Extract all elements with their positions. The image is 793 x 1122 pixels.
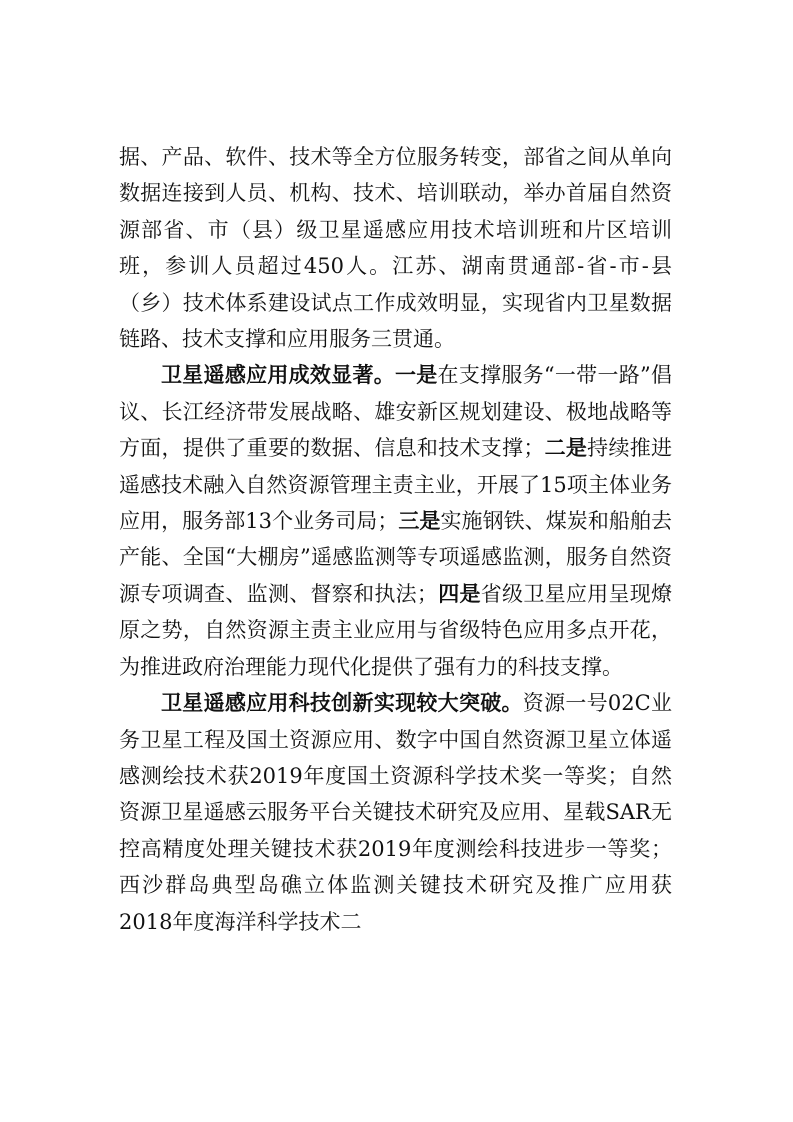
paragraph-text: 资源一号02C业务卫星工程及国土资源应用、数字中国自然资源卫星立体遥感测绘技术获2019年度国土资源科学技术奖一等奖；自然资源卫星遥感云服务平台关键技术研究及应用、星载SAR无控高精度处理关键技术获2019年度测绘科技进步一等奖；西沙群岛典型岛礁立体监测关键技术研究及推广应用获2018年度海洋科学技术二 <box>119 691 672 934</box>
paragraph-heading: 卫星遥感应用科技创新实现较大突破。 <box>161 690 523 716</box>
paragraph-text: 据、产品、软件、技术等全方位服务转变，部省之间从单向数据连接到人员、机构、技术、培训联动，举办首届自然资源部省、市（县）级卫星遥感应用技术培训班和片区培训班，参训人员超过450人。江苏、湖南贯通部-省-市-县（乡）技术体系建设试点工作成效明显，实现省内卫星数据链路、技术支撑和应用服务三贯通。 <box>119 145 672 352</box>
document-body <box>119 139 672 940</box>
paragraph-continuation <box>119 139 672 357</box>
point-one-text: 在支撑服务“一带一路”倡议、长江经济带发展战略、雄安新区规划建设、极地战略等方面，提供了重要的数据、信息和技术支撑； <box>119 363 673 461</box>
point-two-label: 二是 <box>544 435 588 461</box>
point-four-label: 四是 <box>437 580 481 606</box>
paragraph-innovation <box>119 685 672 940</box>
paragraph-application-results <box>119 357 672 685</box>
point-one-label: 一是 <box>395 362 438 388</box>
point-three-label: 三是 <box>398 508 441 534</box>
point-four-text: 省级卫星应用呈现燎原之势，自然资源主责主业应用与省级特色应用多点开花，为推进政府治理能力现代化提供了强有力的科技支撑。 <box>119 581 673 679</box>
paragraph-heading: 卫星遥感应用成效显著。 <box>161 362 395 388</box>
point-two-text: 持续推进遥感技术融入自然资源管理主责主业，开展了15项主体业务应用，服务部13个业务司局； <box>119 436 673 534</box>
point-three-text: 实施钢铁、煤炭和船舶去产能、全国“大棚房”遥感监测等专项遥感监测，服务自然资源专项调查、监测、督察和执法； <box>119 509 672 606</box>
